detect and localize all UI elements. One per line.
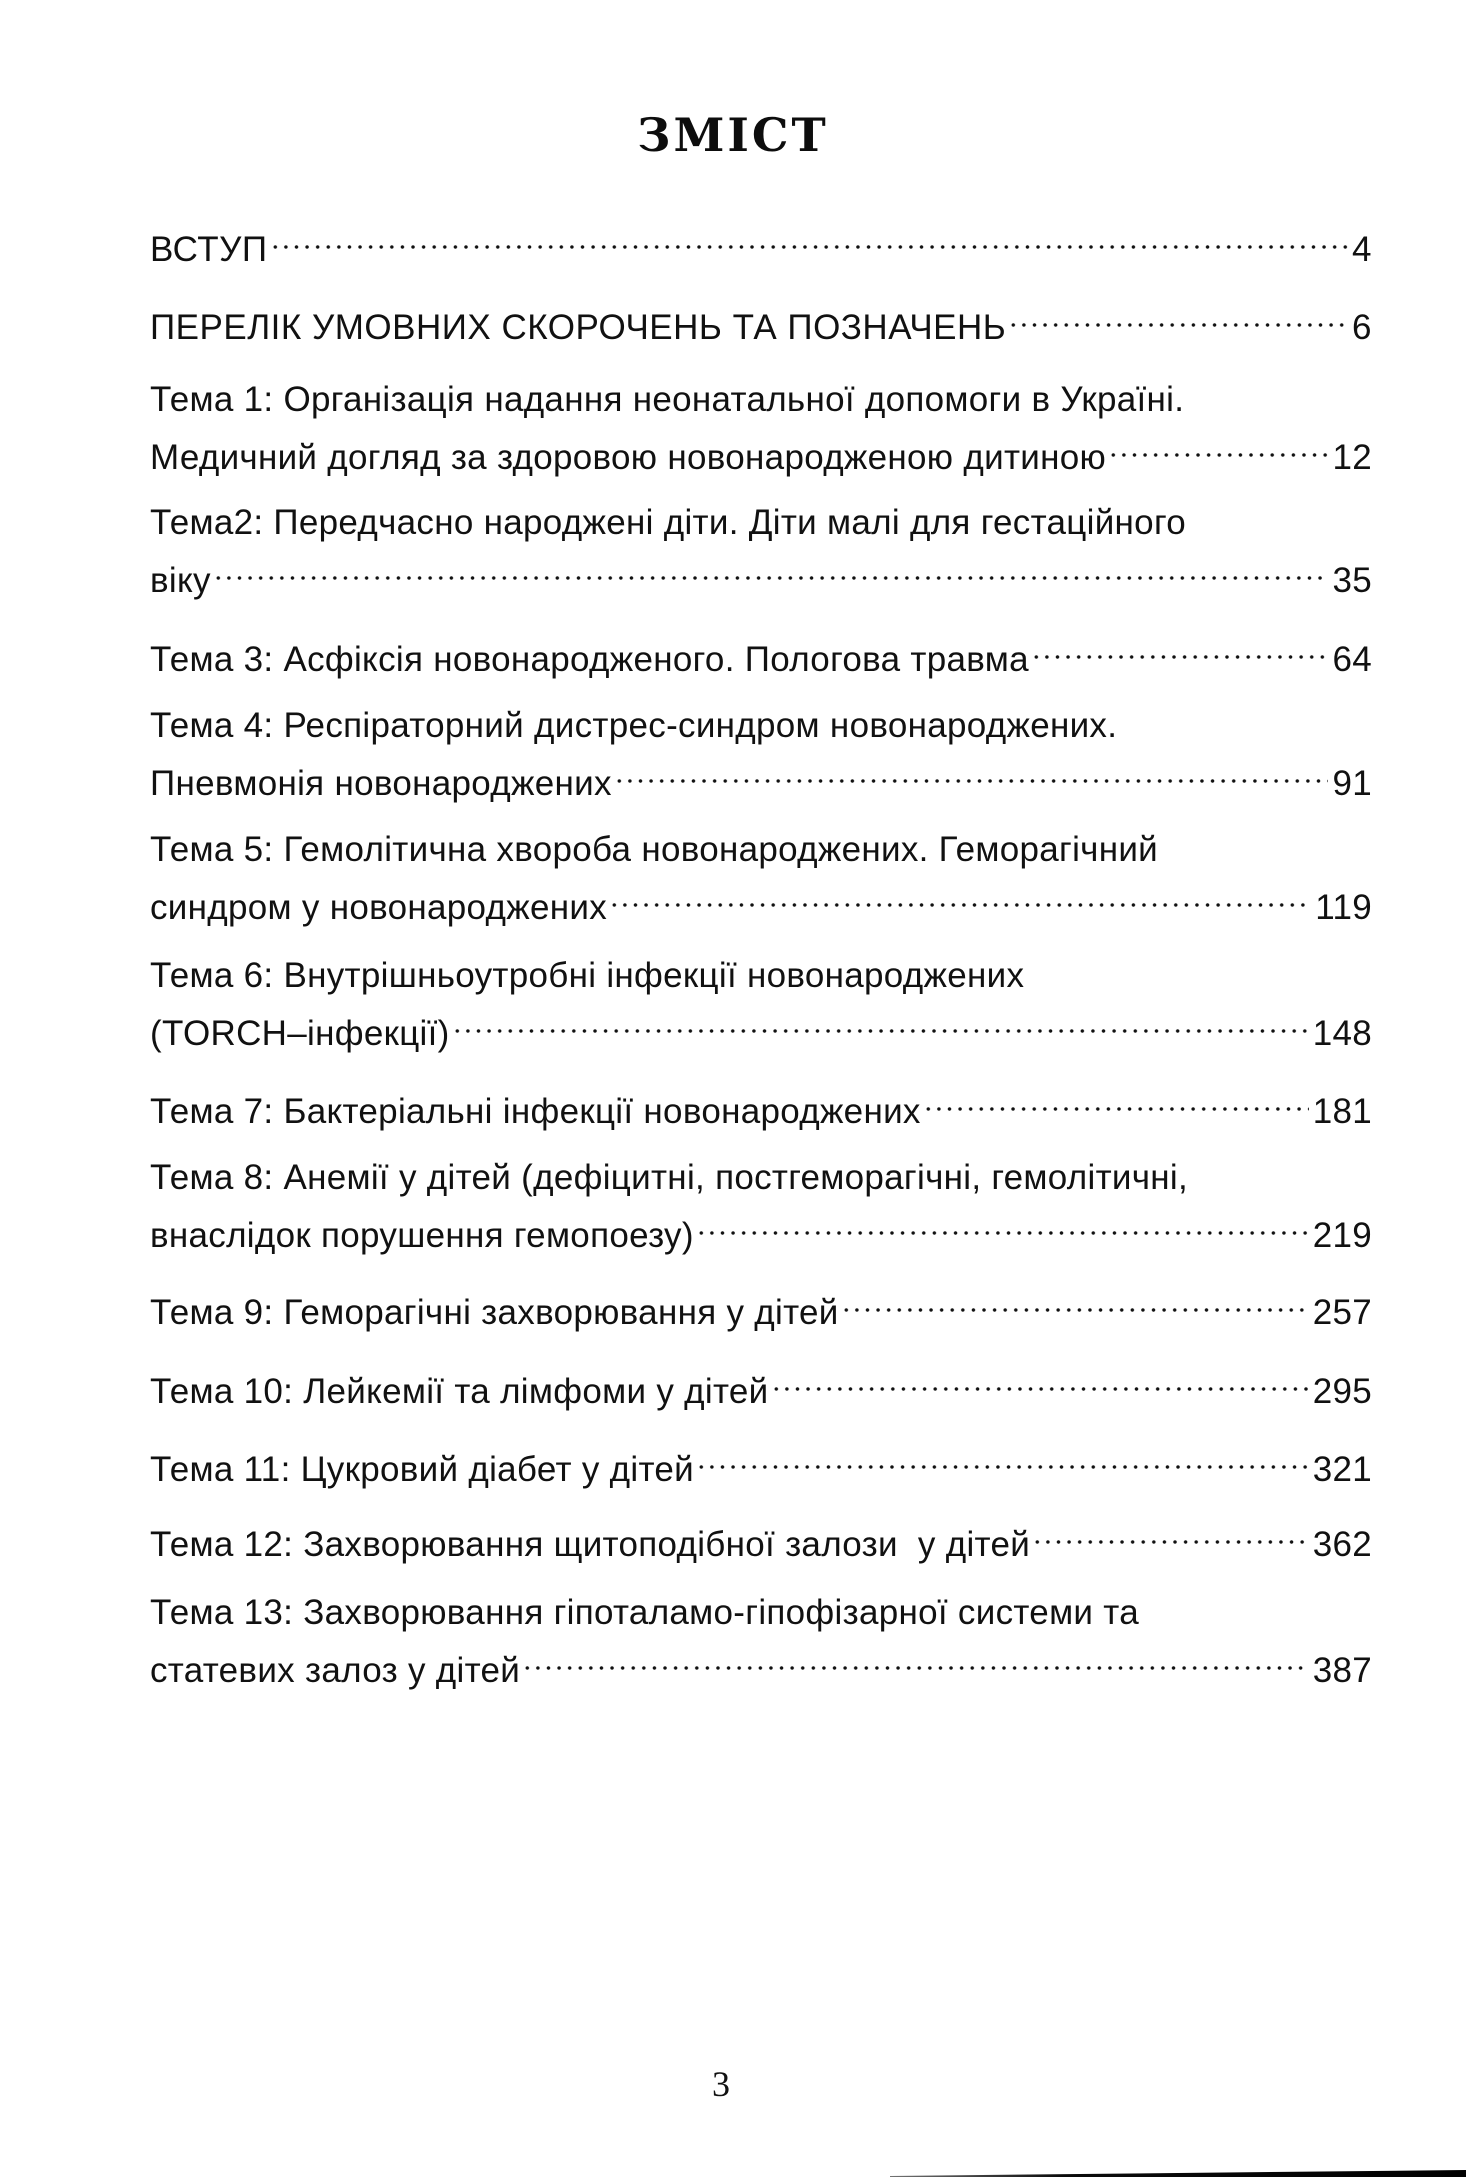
toc-entry-tema-6[interactable] (150, 953, 1372, 1053)
toc-entry-title: віку (150, 561, 211, 600)
toc-entry-line (150, 749, 1372, 803)
toc-entry-tema-3[interactable] (150, 625, 1372, 679)
dot-leader (609, 873, 1311, 919)
toc-entry-title: Тема 7: Бактеріальні інфекції новонароджених (150, 1092, 921, 1131)
toc-entry-line (150, 999, 1372, 1053)
dot-leader (1031, 625, 1329, 671)
toc-entry-page-number: 148 (1312, 1014, 1372, 1053)
toc-entry-line (150, 1278, 1372, 1332)
dot-leader (452, 999, 1309, 1045)
toc-entry-title: Тема 9: Геморагічні захворювання у дітей (150, 1293, 839, 1332)
toc-entry-title: Тема 10: Лейкемії та лімфоми у дітей (150, 1372, 769, 1411)
toc-entry-title: Тема 12: Захворювання щитоподібної залози у дітей (150, 1525, 1031, 1564)
toc-entry-tema-8[interactable] (150, 1155, 1372, 1255)
dot-leader (771, 1357, 1309, 1403)
dot-leader (213, 546, 1329, 592)
toc-entry-tema-2[interactable] (150, 500, 1372, 600)
toc-entry-tema-10[interactable] (150, 1357, 1372, 1411)
toc-entry-page-number: 35 (1332, 561, 1372, 600)
toc-entry-page-number: 257 (1312, 1293, 1372, 1332)
dot-leader (841, 1278, 1309, 1324)
toc-entry-tema-5[interactable] (150, 827, 1372, 927)
toc-entry-page-number: 64 (1332, 640, 1372, 679)
toc-entry-title: статевих залоз у дітей (150, 1651, 521, 1690)
dot-leader (1008, 293, 1348, 339)
toc-entry-title-line: Тема 5: Гемолітична хвороба новонароджених. Геморагічний (150, 830, 1159, 869)
toc-entry-line (150, 546, 1372, 600)
toc-entry-abbreviations[interactable] (150, 293, 1372, 347)
toc-entry-line (150, 215, 1372, 269)
toc-entry-tema-11[interactable] (150, 1435, 1372, 1489)
toc-entry-tema-12[interactable] (150, 1510, 1372, 1564)
toc-entry-tema-9[interactable] (150, 1278, 1372, 1332)
toc-entry-title-line: Тема2: Передчасно народжені діти. Діти малі для гестаційного (150, 503, 1187, 542)
toc-entry-tema-13[interactable] (150, 1590, 1372, 1690)
dot-leader (696, 1435, 1309, 1481)
toc-entry-title-line: Тема 13: Захворювання гіпоталамо-гіпофізарної системи та (150, 1593, 1140, 1632)
toc-entry-title: Тема 3: Асфіксія новонародженого. Пологова травма (150, 640, 1029, 679)
toc-entry-page-number: 6 (1352, 308, 1372, 347)
toc-entry-line (150, 873, 1372, 927)
toc-entry-title-line: Тема 1: Організація надання неонатальної допомоги в Україні. (150, 380, 1185, 419)
toc-entry-page-number: 119 (1315, 888, 1372, 927)
toc-entry-page-number: 91 (1332, 764, 1372, 803)
toc-entry-page-number: 12 (1332, 438, 1372, 477)
toc-entry-line (150, 1510, 1372, 1564)
toc-entry-line (150, 293, 1372, 347)
dot-leader (923, 1077, 1309, 1123)
toc-entry-line (150, 1201, 1372, 1255)
toc-entry-line (150, 423, 1372, 477)
toc-entry-title-line: Тема 4: Респіраторний дистрес-синдром новонароджених. (150, 706, 1118, 745)
dot-leader (522, 1636, 1309, 1682)
toc-entry-title: синдром у новонароджених (150, 888, 608, 927)
toc-entry-line (150, 1636, 1372, 1690)
toc-entry-tema-7[interactable] (150, 1077, 1372, 1131)
toc-entry-vstup[interactable] (150, 215, 1372, 269)
toc-entry-title-line: Тема 6: Внутрішньоутробні інфекції новонароджених (150, 956, 1025, 995)
toc-entry-line (150, 625, 1372, 679)
toc-entry-page-number: 4 (1352, 230, 1372, 269)
toc-entry-line (150, 1435, 1372, 1489)
toc-entry-title: Тема 11: Цукровий діабет у дітей (150, 1450, 695, 1489)
dot-leader (614, 749, 1329, 795)
toc-entry-title-line: Тема 8: Анемії у дітей (дефіцитні, постгеморагічні, гемолітичні, (150, 1158, 1189, 1197)
toc-entry-page-number: 219 (1312, 1216, 1372, 1255)
dot-leader (270, 215, 1348, 261)
dot-leader (696, 1201, 1309, 1247)
toc-entry-page-number: 295 (1312, 1372, 1372, 1411)
toc-entry-page-number: 321 (1312, 1450, 1372, 1489)
toc-entry-line (150, 1357, 1372, 1411)
toc-entry-page-number: 362 (1312, 1525, 1372, 1564)
toc-entry-title: Медичний догляд за здоровою новонародженою дитиною (150, 438, 1107, 477)
dot-leader (1108, 423, 1328, 469)
toc-entry-title: внаслідок порушення гемопоезу) (150, 1216, 694, 1255)
toc-entry-tema-1[interactable] (150, 377, 1372, 477)
toc-entry-line (150, 1077, 1372, 1131)
toc-entry-tema-4[interactable] (150, 703, 1372, 803)
toc-entry-page-number: 387 (1312, 1651, 1372, 1690)
dot-leader (1032, 1510, 1309, 1556)
toc-entry-title: ПЕРЕЛІК УМОВНИХ СКОРОЧЕНЬ ТА ПОЗНАЧЕНЬ (150, 308, 1007, 347)
toc-entry-title: (TORCH–інфекції) (150, 1014, 450, 1053)
toc-entry-title: ВСТУП (150, 230, 268, 269)
page-number: 3 (712, 2064, 730, 2104)
page-title: ЗМІСТ (637, 108, 829, 162)
toc-entry-title: Пневмонія новонароджених (150, 764, 612, 803)
toc-entry-page-number: 181 (1312, 1092, 1372, 1131)
